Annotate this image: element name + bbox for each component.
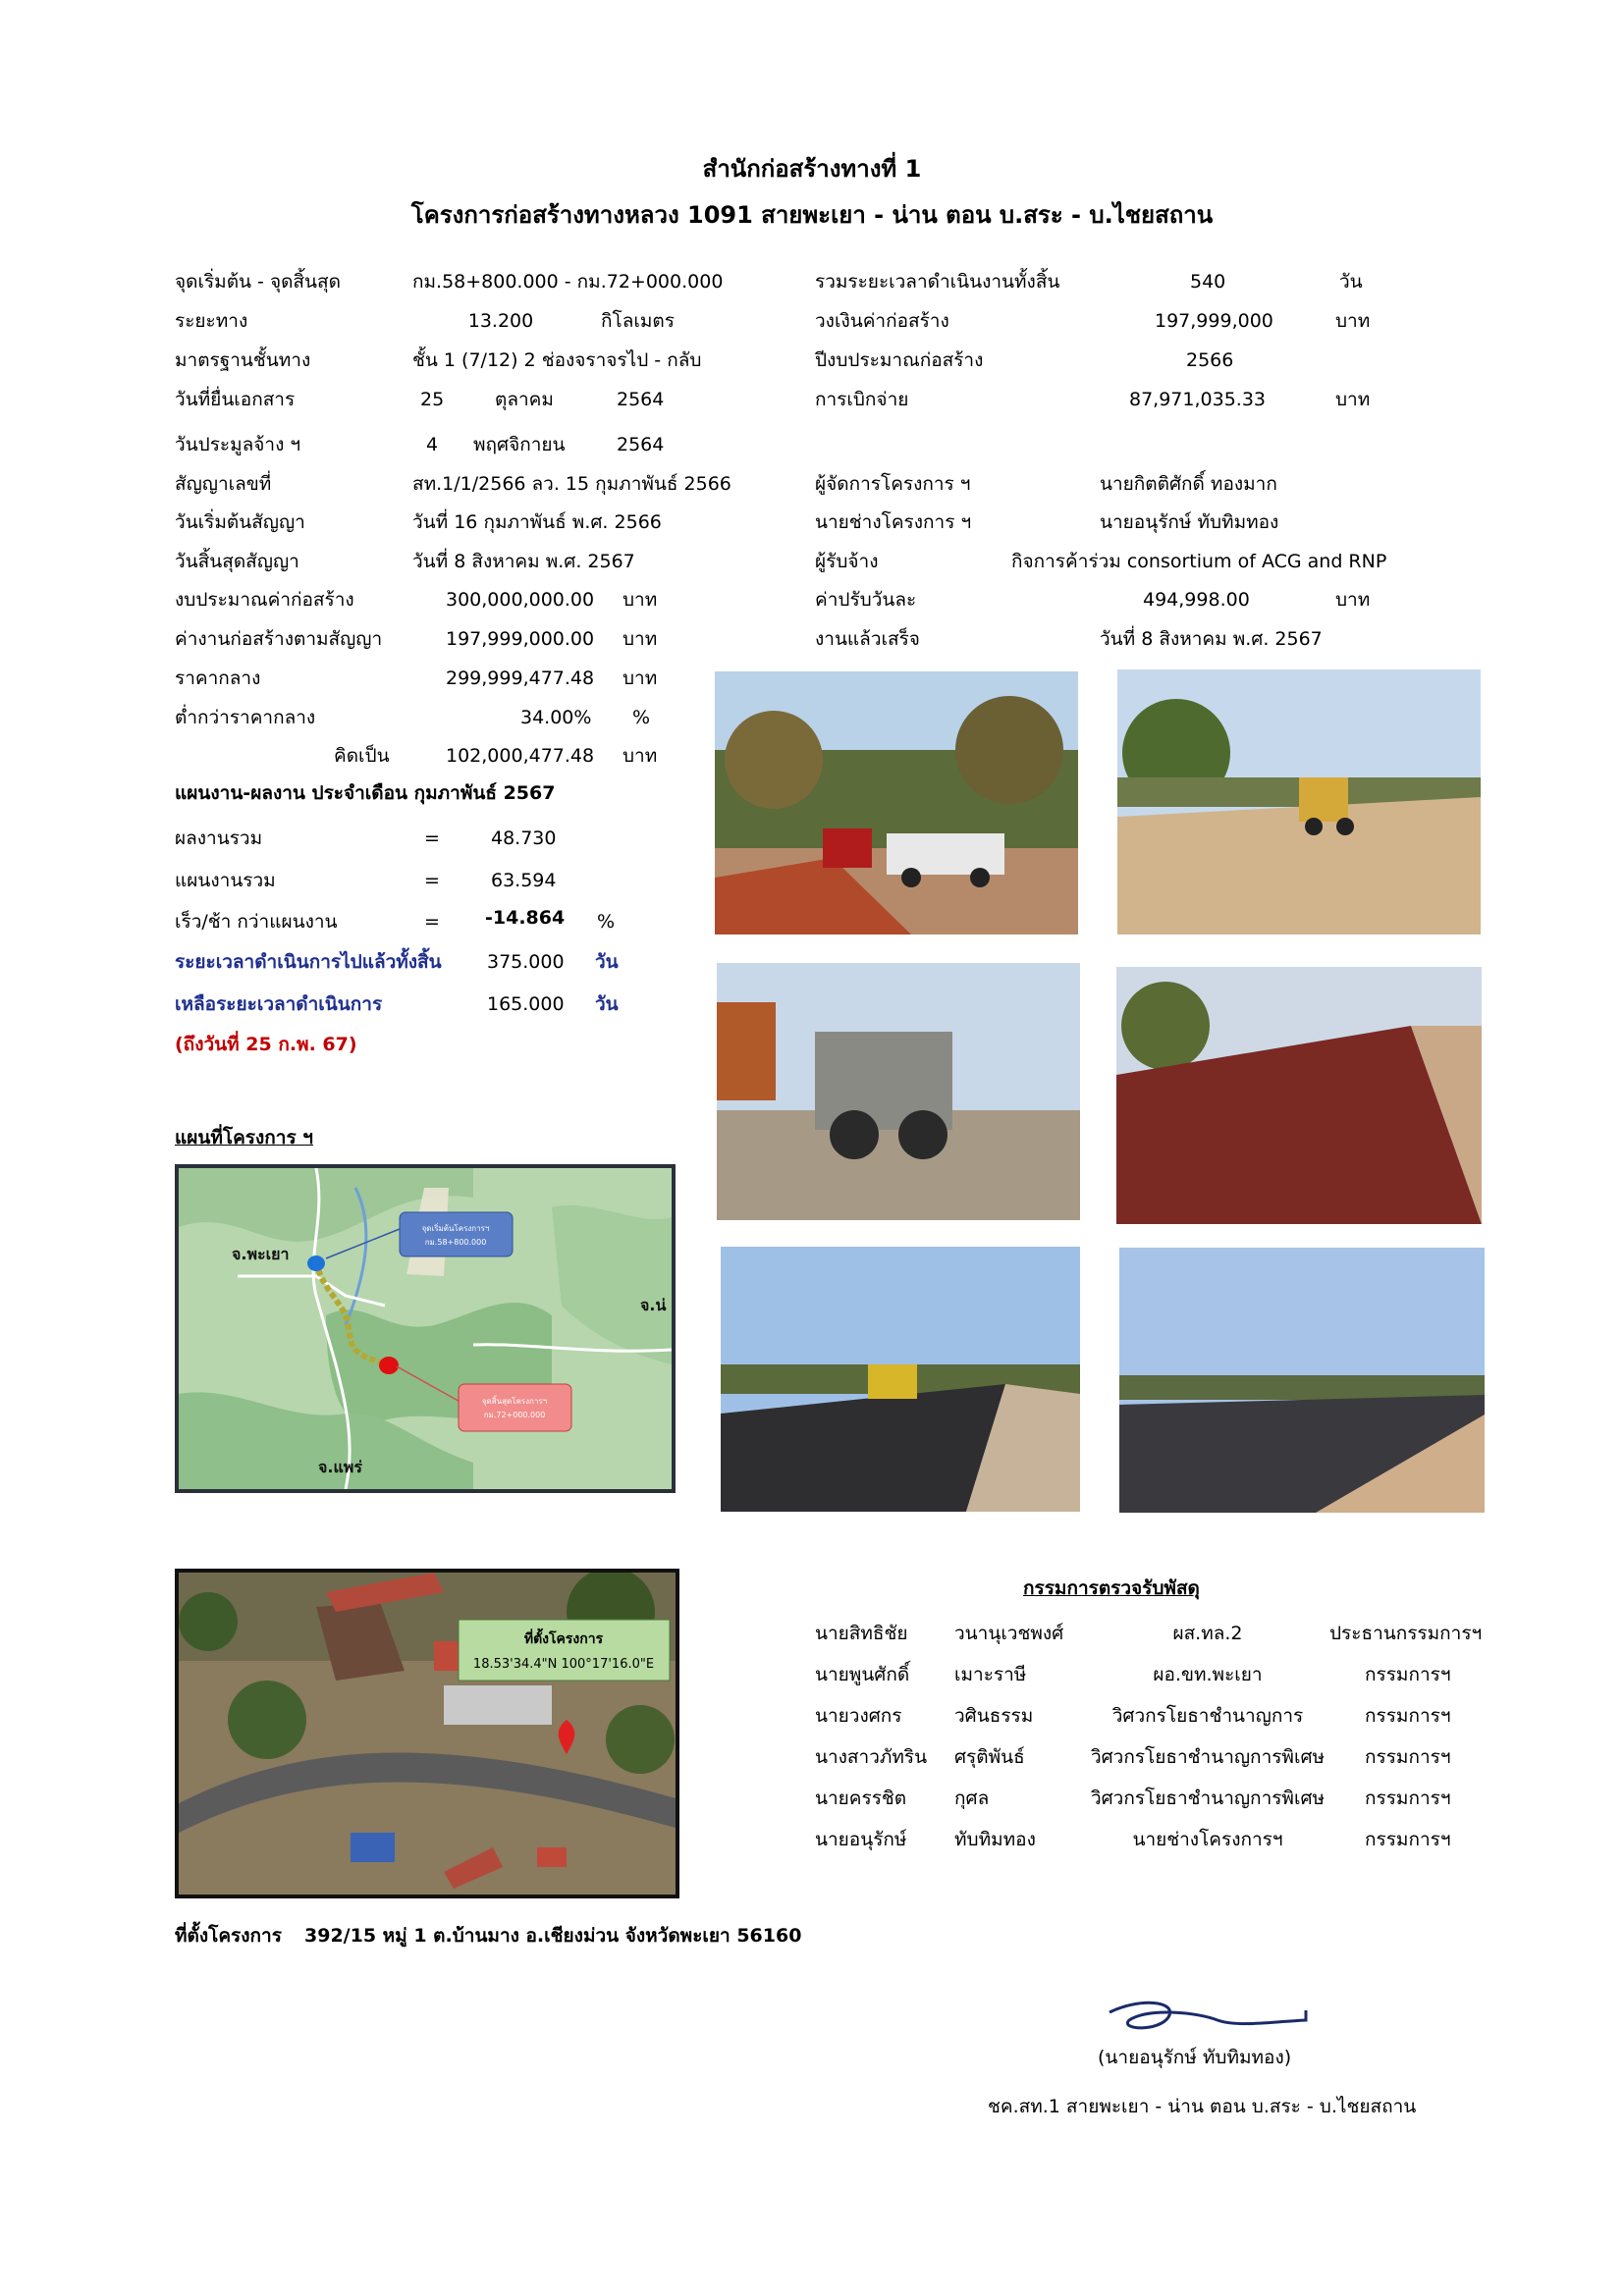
bid-day: 4 xyxy=(426,434,439,455)
member-last-name: ทับทิมทอง xyxy=(954,1829,1036,1850)
equals-baht: บาท xyxy=(623,745,658,767)
map-heading: แผนที่โครงการ ฯ xyxy=(175,1127,313,1148)
disburse-baht: บาท xyxy=(1335,389,1371,410)
photo-recycler xyxy=(717,963,1080,1220)
below-unit: % xyxy=(632,707,651,728)
disburse-value: 87,971,035.33 xyxy=(1129,389,1267,410)
fund-label: วงเงินค่าก่อสร้าง xyxy=(815,310,949,332)
distance-unit: กิโลเมตร xyxy=(601,310,675,332)
start-end-label: จุดเริ่มต้น - จุดสิ้นสุด xyxy=(175,271,341,293)
project-title: โครงการก่อสร้างทางหลวง 1091 สายพะเยา - น่าน ตอน บ.สระ - บ.ไชยสถาน xyxy=(410,201,1214,229)
contract-cost-label: ค่างานก่อสร้างตามสัญญา xyxy=(175,628,383,650)
photo-milling xyxy=(715,671,1078,934)
member-first-name: นางสาวภัทริน xyxy=(815,1746,928,1768)
submit-day: 25 xyxy=(420,389,445,410)
address-value: 392/15 หมู่ 1 ต.บ้านมาง อ.เชียงม่วน จังหวัดพะเยา 56160 xyxy=(304,1925,802,1947)
map-phrae-label: จ.แพร่ xyxy=(318,1458,362,1476)
engineer-label: นายช่างโครงการ ฯ xyxy=(815,511,972,533)
signature-graphic xyxy=(1100,1993,1316,2042)
total-time-label: รวมระยะเวลาดำเนินงานทั้งสิ้น xyxy=(815,271,1060,293)
member-first-name: นายอนุรักษ์ xyxy=(815,1829,907,1850)
project-map xyxy=(175,1164,676,1493)
office-title: สำนักก่อสร้างทางที่ 1 xyxy=(702,155,922,183)
fund-value: 197,999,000 xyxy=(1155,310,1273,332)
plan-eq: = xyxy=(424,870,440,891)
map-nan-label: จ.น่ xyxy=(640,1296,667,1314)
member-role: กรรมการฯ xyxy=(1365,1705,1451,1727)
elapsed-unit: วัน xyxy=(595,951,619,973)
contract-cost-value: 197,999,000.00 xyxy=(446,628,595,650)
map-start-callout-1: จุดเริ่มต้นโครงการฯ xyxy=(421,1224,490,1233)
member-last-name: กุศล xyxy=(954,1788,990,1809)
member-last-name: ศรุติพันธ์ xyxy=(954,1746,1025,1768)
fiscal-label: ปีงบประมาณก่อสร้าง xyxy=(815,349,984,371)
photo-grader-graphic xyxy=(1117,669,1481,934)
photo-grader xyxy=(1117,669,1481,934)
remain-label: เหลือระยะเวลาดำเนินการ xyxy=(175,993,383,1015)
member-position: ผอ.ขท.พะเยา xyxy=(1153,1664,1263,1685)
member-first-name: นายวงศกร xyxy=(815,1705,902,1727)
member-last-name: เมาะราษี xyxy=(954,1664,1027,1685)
member-position: ผส.ทล.2 xyxy=(1172,1623,1243,1644)
below-value: 34.00% xyxy=(520,707,592,728)
progress-heading: แผนงาน-ผลงาน ประจำเดือน กุมภาพันธ์ 2567 xyxy=(175,782,556,804)
member-last-name: วนานุเวชพงศ์ xyxy=(954,1623,1064,1644)
plan-value: 63.594 xyxy=(491,870,557,891)
member-position: วิศวกรโยธาชำนาญการพิเศษ xyxy=(1090,1788,1326,1809)
budget-label: งบประมาณค่าก่อสร้าง xyxy=(175,589,354,611)
contract-no-label: สัญญาเลขที่ xyxy=(175,473,272,495)
result-eq: = xyxy=(424,828,440,849)
total-time-unit: วัน xyxy=(1339,271,1363,293)
member-role: กรรมการฯ xyxy=(1365,1829,1451,1850)
member-first-name: นายพูนศักดิ์ xyxy=(815,1664,910,1685)
disburse-label: การเบิกจ่าย xyxy=(815,389,909,410)
submit-label: วันที่ยื่นเอกสาร xyxy=(175,389,296,410)
asof-note: (ถึงวันที่ 25 ก.พ. 67) xyxy=(175,1034,357,1055)
standard-label: มาตรฐานชั้นทาง xyxy=(175,349,311,371)
map-end-callout-2: กม.72+000.000 xyxy=(483,1411,546,1419)
site-callout-title: ที่ตั้งโครงการ xyxy=(523,1631,604,1647)
contract-end-label: วันสิ้นสุดสัญญา xyxy=(175,551,299,572)
map-end-callout-1: จุดสิ้นสุดโครงการฯ xyxy=(481,1397,548,1406)
photo-roller xyxy=(721,1247,1080,1512)
photo-primed-road xyxy=(1116,967,1482,1224)
site-satellite xyxy=(175,1569,679,1898)
member-position: วิศวกรโยธาชำนาญการพิเศษ xyxy=(1090,1746,1326,1768)
fund-baht: บาท xyxy=(1335,310,1371,332)
photo-recycler-graphic xyxy=(717,963,1080,1220)
member-role: กรรมการฯ xyxy=(1365,1788,1451,1809)
member-position: วิศวกรโยธาชำนาญการ xyxy=(1111,1705,1304,1727)
photo-primed-road-graphic xyxy=(1116,967,1482,1224)
median-baht: บาท xyxy=(623,667,658,689)
total-time-value: 540 xyxy=(1190,271,1226,293)
diff-label: เร็ว/ช้า กว่าแผนงาน xyxy=(175,911,338,933)
bid-year: 2564 xyxy=(617,434,665,455)
result-label: ผลงานรวม xyxy=(175,828,263,849)
bid-month: พฤศจิกายน xyxy=(473,434,566,455)
manager-label: ผู้จัดการโครงการ ฯ xyxy=(815,473,971,495)
elapsed-label: ระยะเวลาดำเนินการไปแล้วทั้งสิ้น xyxy=(175,951,442,973)
map-graphic xyxy=(179,1168,672,1489)
start-end-value: กม.58+800.000 - กม.72+000.000 xyxy=(412,271,724,293)
site-callout-coords: 18.53'34.4"N 100°17'16.0"E xyxy=(472,1657,655,1672)
member-first-name: นายสิทธิชัย xyxy=(815,1623,908,1644)
median-value: 299,999,477.48 xyxy=(446,667,595,689)
member-position: นายช่างโครงการฯ xyxy=(1132,1829,1283,1850)
result-value: 48.730 xyxy=(491,828,557,849)
fine-label: ค่าปรับวันละ xyxy=(815,589,917,611)
map-start-callout-2: กม.58+800.000 xyxy=(424,1238,487,1247)
manager-value: นายกิตติศักดิ์ ทองมาก xyxy=(1100,473,1277,495)
budget-value: 300,000,000.00 xyxy=(446,589,595,611)
signature-name: (นายอนุรักษ์ ทับทิมทอง) xyxy=(1098,2047,1292,2068)
address-label: ที่ตั้งโครงการ xyxy=(175,1925,282,1947)
contractor-label: ผู้รับจ้าง xyxy=(815,551,879,572)
fiscal-value: 2566 xyxy=(1186,349,1234,371)
engineer-value: นายอนุรักษ์ ทับทิมทอง xyxy=(1100,511,1279,533)
member-role: กรรมการฯ xyxy=(1365,1746,1451,1768)
diff-eq: = xyxy=(424,911,440,933)
photo-finished-road-graphic xyxy=(1119,1248,1485,1513)
fine-value: 494,998.00 xyxy=(1143,589,1250,611)
member-first-name: นายครรชิต xyxy=(815,1788,907,1809)
photo-milling-graphic xyxy=(715,671,1078,934)
member-role: กรรมการฯ xyxy=(1365,1664,1451,1685)
contract-no-value: สท.1/1/2566 ลว. 15 กุมภาพันธ์ 2566 xyxy=(412,473,731,495)
diff-unit: % xyxy=(597,911,616,933)
map-phayao-label: จ.พะเยา xyxy=(232,1245,290,1263)
distance-value: 13.200 xyxy=(467,310,534,332)
median-label: ราคากลาง xyxy=(175,667,261,689)
bid-label: วันประมูลจ้าง ฯ xyxy=(175,434,301,455)
fine-baht: บาท xyxy=(1335,589,1371,611)
distance-label: ระยะทาง xyxy=(175,310,248,332)
diff-value: -14.864 xyxy=(485,907,566,929)
submit-year: 2564 xyxy=(617,389,665,410)
budget-baht: บาท xyxy=(623,589,658,611)
contract-start-label: วันเริ่มต้นสัญญา xyxy=(175,511,305,533)
submit-month: ตุลาคม xyxy=(495,389,554,410)
signature-title: ชค.สท.1 สายพะเยา - น่าน ตอน บ.สระ - บ.ไชยสถาน xyxy=(988,2096,1417,2117)
satellite-graphic xyxy=(179,1573,676,1895)
elapsed-value: 375.000 xyxy=(487,951,565,973)
contract-end-value: วันที่ 8 สิงหาคม พ.ศ. 2567 xyxy=(412,551,635,572)
contract-cost-baht: บาท xyxy=(623,628,658,650)
plan-label: แผนงานรวม xyxy=(175,870,276,891)
below-label: ต่ำกว่าราคากลาง xyxy=(175,707,316,728)
standard-value: ชั้น 1 (7/12) 2 ช่องจราจรไป - กลับ xyxy=(412,349,702,371)
member-last-name: วศินธรรม xyxy=(954,1705,1034,1727)
contractor-value: กิจการค้าร่วม consortium of ACG and RNP xyxy=(1011,551,1387,572)
remain-unit: วัน xyxy=(595,993,619,1015)
signature-mark xyxy=(1100,1993,1316,2042)
member-role: ประธานกรรมการฯ xyxy=(1329,1623,1483,1644)
complete-value: วันที่ 8 สิงหาคม พ.ศ. 2567 xyxy=(1100,628,1323,650)
equals-value: 102,000,477.48 xyxy=(446,745,595,767)
photo-roller-graphic xyxy=(721,1247,1080,1512)
complete-label: งานแล้วเสร็จ xyxy=(815,628,920,650)
remain-value: 165.000 xyxy=(487,993,565,1015)
photo-finished-road xyxy=(1119,1248,1485,1513)
contract-start-value: วันที่ 16 กุมภาพันธ์ พ.ศ. 2566 xyxy=(412,511,662,533)
committee-heading: กรรมการตรวจรับพัสดุ xyxy=(1023,1577,1200,1599)
equals-label: คิดเป็น xyxy=(334,745,390,767)
